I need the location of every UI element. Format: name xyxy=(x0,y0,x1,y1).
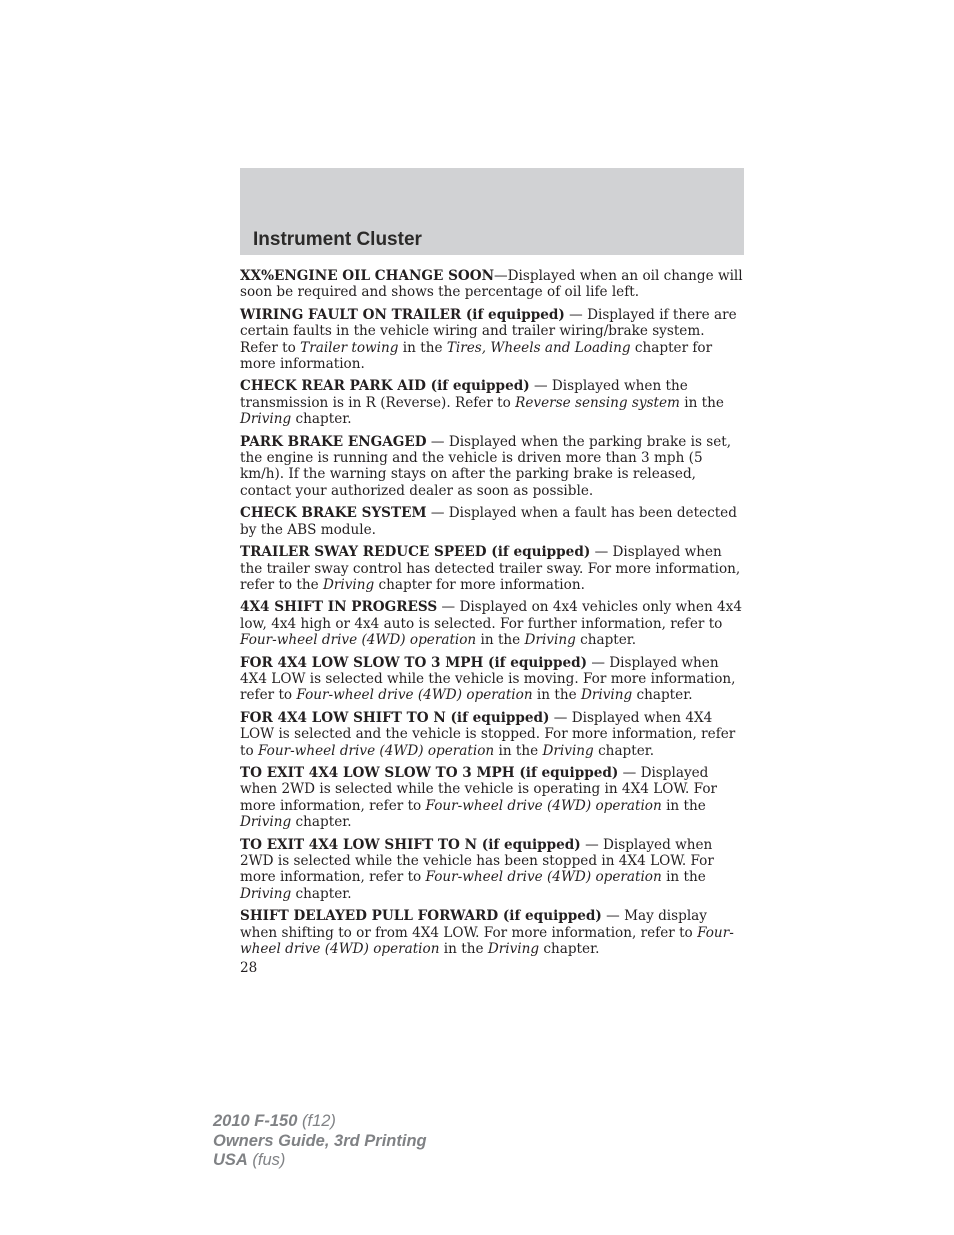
description-text: — Displayed when 4X4 LOW is selected while the vehicle is moving. For more information, refer to xyxy=(240,654,736,704)
section-title: Instrument Cluster xyxy=(253,229,422,250)
message-description xyxy=(240,434,746,500)
footer-region-code: (fus) xyxy=(247,1151,286,1169)
message-description xyxy=(240,378,746,427)
footer-model-code: (f12) xyxy=(297,1112,336,1130)
description-text: in the xyxy=(661,797,706,814)
description-text: — Displayed when a fault has been detected by the ABS module. xyxy=(240,505,737,538)
description-text: —Displayed when an oil change will soon be required and shows the percentage of oil life left. xyxy=(240,268,743,301)
cross-reference: Driving xyxy=(240,814,292,831)
description-text: — Displayed when 2WD is selected while the vehicle is operating in 4X4 LOW. For more information, refer to xyxy=(240,764,718,814)
message-description xyxy=(240,908,746,957)
message-term: XX%ENGINE OIL CHANGE SOON xyxy=(240,268,495,284)
cross-reference: Driving xyxy=(542,742,594,759)
cross-reference: Four-wheel drive (4WD) operation xyxy=(240,632,477,649)
message-term: TRAILER SWAY REDUCE SPEED (if equipped) xyxy=(240,544,591,561)
description-text: — Displayed when the transmission is in R (Reverse). Refer to xyxy=(240,378,688,411)
cross-reference: Four-wheel drive (4WD) operation xyxy=(425,869,662,886)
description-text: in the xyxy=(476,632,525,649)
cross-reference: Four-wheel drive (4WD) operation xyxy=(257,742,495,759)
description-text: — Displayed when 2WD is selected while the vehicle has been stopped in 4X4 LOW. For more information, refer to xyxy=(240,836,714,886)
description-text: chapter. xyxy=(575,632,637,649)
cross-reference: Reverse sensing system xyxy=(515,394,680,411)
cross-reference: Driving xyxy=(487,941,540,958)
cross-reference: Driving xyxy=(524,632,576,649)
cross-reference: Four-wheel drive (4WD) operation xyxy=(296,687,533,704)
page-number: 28 xyxy=(240,960,258,976)
description-text: chapter. xyxy=(291,411,352,428)
message-term: WIRING FAULT ON TRAILER (if equipped) xyxy=(240,306,565,323)
description-text: in the xyxy=(532,687,581,704)
description-text: — Displayed on 4x4 vehicles only when 4x4 low, 4x4 high or 4x4 auto is selected. For further information, refer to xyxy=(240,599,743,632)
message-term: FOR 4X4 LOW SLOW TO 3 MPH (if equipped) xyxy=(240,654,588,671)
message-description xyxy=(240,710,746,759)
footer-line-model xyxy=(213,1112,427,1132)
description-text: in the xyxy=(679,394,724,411)
description-text: chapter for more information. xyxy=(240,339,713,373)
description-text: in the xyxy=(398,339,447,356)
message-term: PARK BRAKE ENGAGED xyxy=(240,433,427,450)
message-description xyxy=(240,765,746,831)
cross-reference: Trailer towing xyxy=(300,339,399,356)
cross-reference: Four-wheel drive (4WD) operation xyxy=(240,924,734,958)
message-description xyxy=(240,307,746,373)
description-text: — Displayed if there are certain faults in the vehicle wiring and trailer wiring/brake system. Refer to xyxy=(240,306,737,356)
description-text: in the xyxy=(661,869,706,886)
document-footer xyxy=(213,1112,427,1171)
description-text: — May display when shifting to or from 4X4 LOW. For more information, refer to xyxy=(240,908,707,941)
message-term: TO EXIT 4X4 LOW SHIFT TO N (if equipped) xyxy=(240,836,581,853)
cross-reference: Driving xyxy=(323,576,375,593)
description-text: chapter for more information. xyxy=(374,576,585,593)
description-text: in the xyxy=(494,742,543,759)
message-term: TO EXIT 4X4 LOW SLOW TO 3 MPH (if equipped) xyxy=(240,764,619,781)
description-text: — Displayed when the parking brake is set, the engine is running and the vehicle is driven more than 3 mph (5 km/h). If the warning stays on after the parking brake is released, contact your authorized dealer as soon as possible. xyxy=(240,433,732,499)
description-text: chapter. xyxy=(291,885,352,902)
description-text: in the xyxy=(439,941,488,958)
message-description xyxy=(240,655,746,704)
description-text: chapter. xyxy=(593,742,655,759)
message-term: FOR 4X4 LOW SHIFT TO N (if equipped) xyxy=(240,709,550,726)
message-term: SHIFT DELAYED PULL FORWARD (if equipped) xyxy=(240,908,602,925)
cross-reference: Driving xyxy=(240,885,292,902)
cross-reference: Driving xyxy=(240,411,292,428)
cross-reference: Tires, Wheels and Loading xyxy=(446,339,631,356)
description-text: chapter. xyxy=(632,687,693,704)
message-description xyxy=(240,505,746,538)
footer-guide-edition: Owners Guide, 3rd Printing xyxy=(213,1131,427,1150)
description-text: — Displayed when the trailer sway control has detected trailer sway. For more information, refer to the xyxy=(240,544,741,593)
message-term: 4X4 SHIFT IN PROGRESS xyxy=(240,599,438,616)
description-text: — Displayed when 4X4 LOW is selected and the vehicle is stopped. For more information, refer to xyxy=(240,709,736,759)
message-description xyxy=(240,837,746,903)
body-content xyxy=(240,268,746,963)
description-text: chapter. xyxy=(539,941,600,958)
message-term: CHECK REAR PARK AID (if equipped) xyxy=(240,378,530,395)
message-description xyxy=(240,268,746,301)
message-term: CHECK BRAKE SYSTEM xyxy=(240,505,427,522)
message-description xyxy=(240,599,746,648)
cross-reference: Four-wheel drive (4WD) operation xyxy=(425,797,662,814)
cross-reference: Driving xyxy=(580,687,633,704)
description-text: chapter. xyxy=(291,814,352,831)
footer-model: 2010 F-150 xyxy=(213,1112,298,1130)
footer-region: USA xyxy=(213,1151,248,1169)
message-description xyxy=(240,544,746,593)
footer-line-region xyxy=(213,1151,427,1171)
section-header-band xyxy=(240,168,744,255)
